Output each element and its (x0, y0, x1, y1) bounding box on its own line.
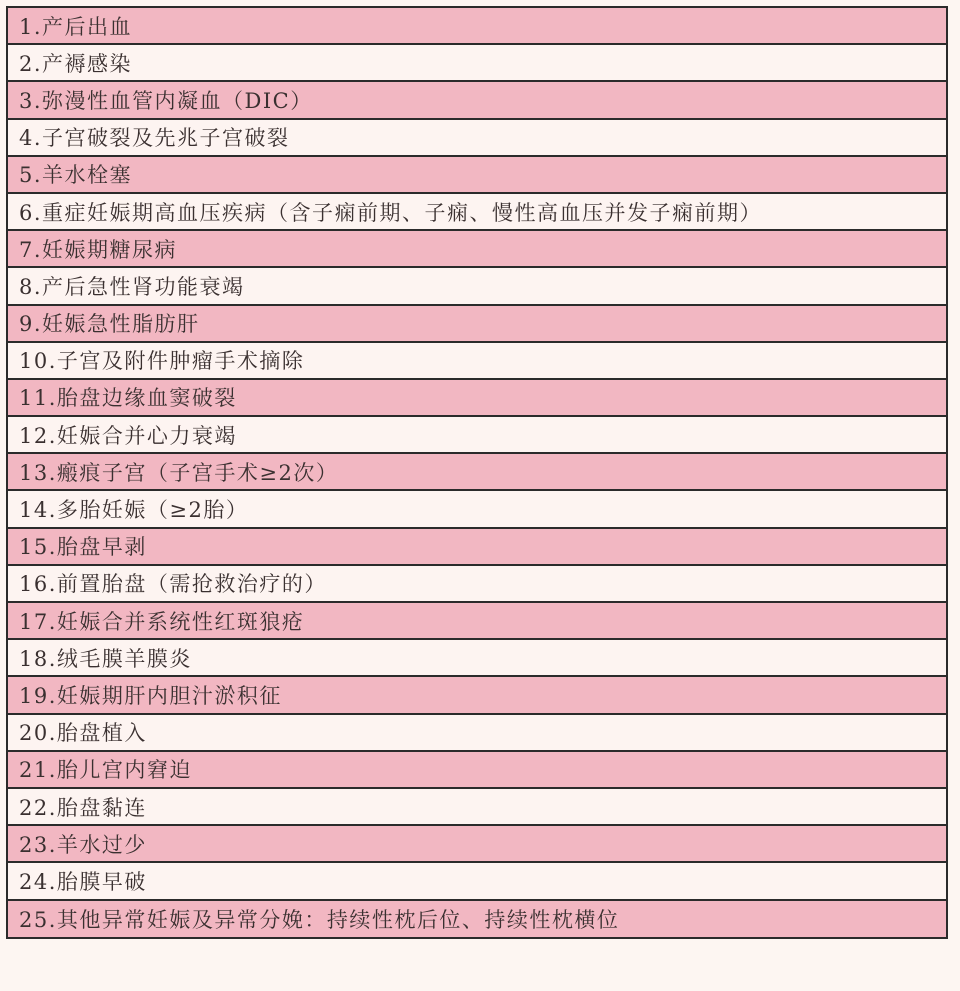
list-item: 13.瘢痕子宫（子宫手术≥2次） (8, 454, 946, 491)
list-item: 18.绒毛膜羊膜炎 (8, 640, 946, 677)
list-item: 9.妊娠急性脂肪肝 (8, 306, 946, 343)
list-item: 6.重症妊娠期高血压疾病（含子痫前期、子痫、慢性高血压并发子痫前期） (8, 194, 946, 231)
list-item: 1.产后出血 (8, 8, 946, 45)
list-item: 19.妊娠期肝内胆汁淤积征 (8, 677, 946, 714)
list-item: 12.妊娠合并心力衰竭 (8, 417, 946, 454)
list-item: 7.妊娠期糖尿病 (8, 231, 946, 268)
list-item: 20.胎盘植入 (8, 715, 946, 752)
list-item: 10.子宫及附件肿瘤手术摘除 (8, 343, 946, 380)
list-item: 25.其他异常妊娠及异常分娩：持续性枕后位、持续性枕横位 (8, 901, 946, 940)
list-item: 5.羊水栓塞 (8, 157, 946, 194)
list-item: 8.产后急性肾功能衰竭 (8, 268, 946, 305)
list-item: 4.子宫破裂及先兆子宫破裂 (8, 120, 946, 157)
list-item: 22.胎盘黏连 (8, 789, 946, 826)
condition-list-table (6, 6, 948, 939)
list-item: 21.胎儿宫内窘迫 (8, 752, 946, 789)
list-item: 2.产褥感染 (8, 45, 946, 82)
list-item: 23.羊水过少 (8, 826, 946, 863)
list-item: 17.妊娠合并系统性红斑狼疮 (8, 603, 946, 640)
list-item: 11.胎盘边缘血窦破裂 (8, 380, 946, 417)
list-item: 24.胎膜早破 (8, 863, 946, 900)
list-item: 16.前置胎盘（需抢救治疗的） (8, 566, 946, 603)
list-item: 15.胎盘早剥 (8, 529, 946, 566)
list-item: 3.弥漫性血管内凝血（DIC） (8, 82, 946, 119)
list-item: 14.多胎妊娠（≥2胎） (8, 491, 946, 528)
